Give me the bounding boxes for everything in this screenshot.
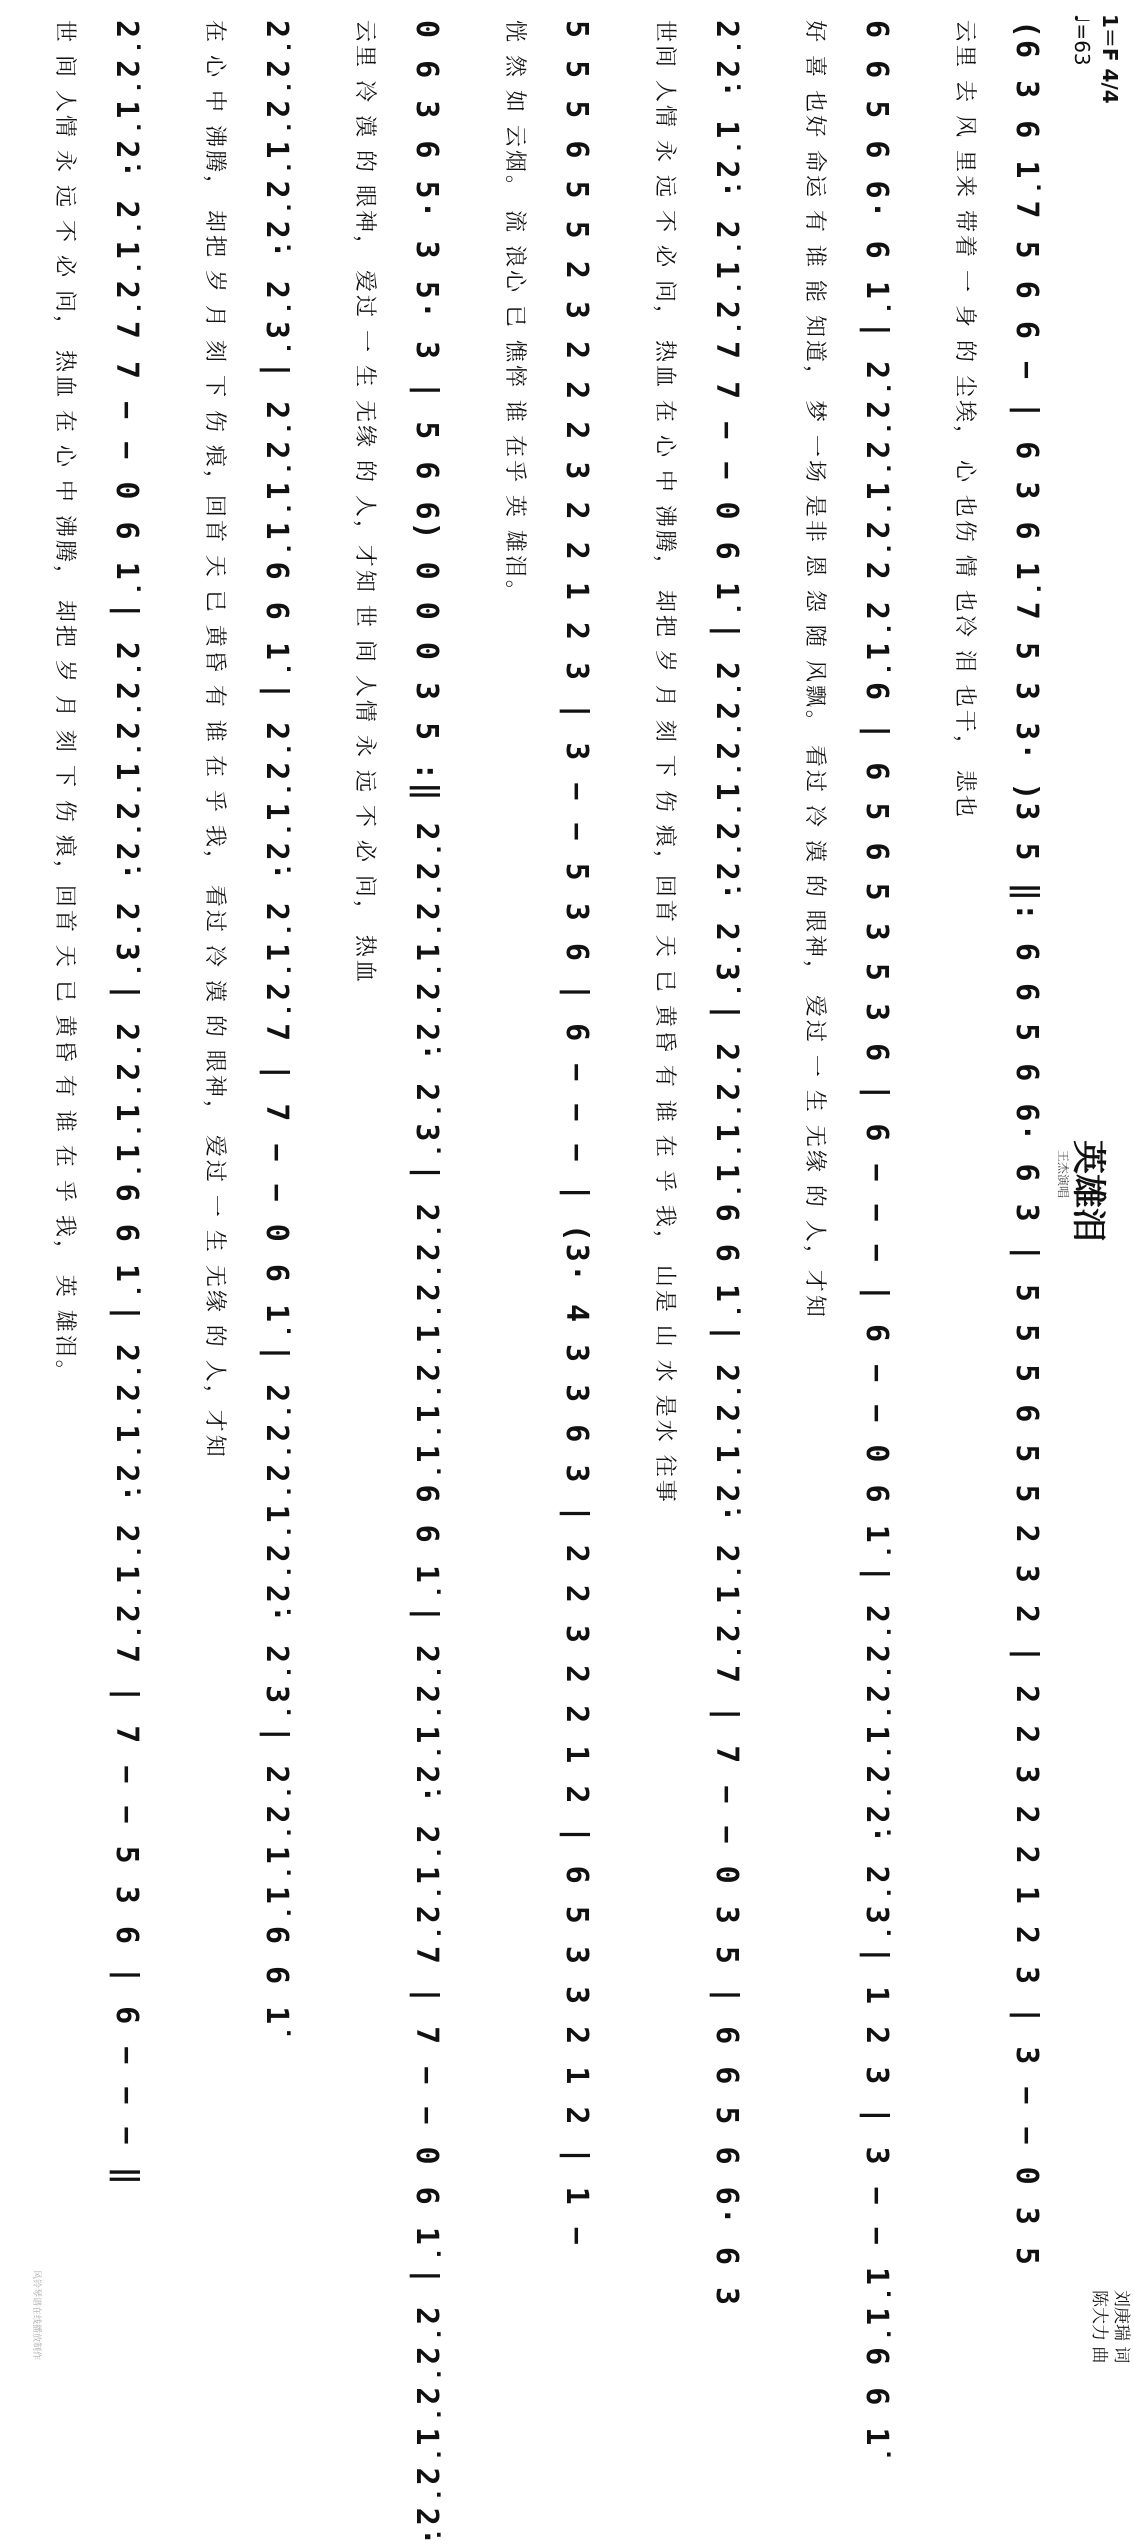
author-credits (1088, 2290, 1132, 2363)
numbered-notes: 5 5 5 6 5 5 2 3 2 2 2 3 2 2 1 2 3 | 3 − − 5 3 6 | 6 − − − | (3· 4 3 3 6 3 | 2 2 3 2 2 1 2 | 6 5 3 3 2 1 2 | 1 − (559, 20, 594, 2247)
lyrics-line: 在 心 中 沸腾， 却把 岁 月 刻 下 伤 痕，回首 天 已 黄昏 有 谁 在 乎 我， 看过 冷 漠 的 眼神， 爱过 一 生 无缘 的 人，才知 (202, 20, 227, 1460)
numbered-notes: 2̇ 2̇· 1̇ 2̇· 2̇ 1̇ 2̇ 7 7 − − 0 6 1̇ | 2̇ 2̇ 2̇ 1̇ 2̇ 2̇· 2̇ 3̇ | 2̇ 2̇ 1̇ 1̇ 6 6 1̇ | 2̇ 2̇ 1̇ 2̇· 2̇ 1̇ 2̇ 7 | 7 − − 0 3 5 | 6 6 5 6 6· 6 3 (709, 20, 744, 2308)
lyrics-line: 恍 然 如 云烟。 流 浪心 已 憔悴 谁 在乎 英 雄泪。 (502, 20, 527, 605)
lyrics-line: 好 喜 也好 命运 有 谁 能 知道， 梦 一场 是非 恩 怨 随 风飘。 看过 冷 漠 的 眼神， 爱过 一 生 无缘 的 人，才知 (802, 20, 827, 1320)
numbered-notes: 6 6 5 6 6· 6 1̇ | 2̇ 2̇ 2̇ 1̇ 2̇ 2 2̇ 1̇ 6 | 6 5 6 5 3 5 3 6 | 6 − − − | 6 − − 0 6 1̇ | 2̇ 2̇ 2̇ 1̇ 2̇ 2̇· 2̇ 3̇ | 1 2 3 | 3 − − 1̇ 1̇ 6 6 1̇ (859, 20, 894, 2448)
lyrics-line: 云里 冷 漠 的 眼神， 爱过 一 生 无缘 的 人，才知 世 间 人情 永 远 不 必 问， 热血 (352, 20, 377, 985)
numbered-notes: 0 6 3 6 5· 3 5· 3 | 5 6 6) 0 0 0 3 5 :‖ 2̇ 2̇ 2̇ 1̇ 2̇ 2̇· 2̇ 3̇ | 2̇ 2̇ 2̇ 1̇ 2̇ 1̇ 1̇ 6 6 1̇ | 2̇ 2̇ 1̇ 2̇· 2̇ 1̇ 2̇ 7 | 7 − − 0 6 1̇ | 2̇ 2̇ 2̇ 1̇ 2̇ 2̇· (409, 20, 444, 2548)
lyricist-credit: 刘庚瑞 词 (1111, 2290, 1131, 2364)
lyrics-line: 世 间 人情 永 远 不 必 问， 热血 在 心 中 沸腾， 却把 岁 月 刻 下 伤 痕，回首 天 已 黄昏 有 谁 在 乎 我， 英 雄泪。 (52, 20, 77, 1385)
composer-credit: 陈大力 曲 (1089, 2290, 1109, 2364)
key-signature: 1＝F 4/4 (1098, 14, 1122, 104)
watermark: 风铃琴谱在线播放制作 (31, 2270, 41, 2361)
numbered-notes: (6 3 6 1̇ 7 5 6 6 − | 6 3 6 1̇ 7 5 3 3· )3 5 ‖: 6 6 5 6 6· 6 3 | 5 5 5 6 5 5 2 3 2 | 2 2 3 2 2 1 2 3 | 3 − − 0 3 5 (1009, 20, 1044, 2267)
tempo-marking: ♩=63 (1070, 14, 1094, 66)
performer-credit: 王杰演唱 (1056, 1150, 1070, 1199)
song-title: 英雄泪 (1068, 1140, 1108, 1242)
numbered-notes: 2̇ 2̇ 2̇ 1̇ 2̇ 2̇· 2̇ 3̇ | 2̇ 2̇ 1̇ 1̇ 6 6 1̇ | 2̇ 2̇ 1̇ 2̇· 2̇ 1̇ 2̇ 7 | 7 − − 0 6 1̇ | 2̇ 2̇ 2̇ 1̇ 2̇ 2̇· 2̇ 3̇ | 2̇ 2̇ 1̇ 1̇ 6 6 1̇ (259, 20, 294, 2027)
numbered-notes: 2̇ 2̇ 1̇ 2̇· 2̇ 1̇ 2̇ 7 7 − − 0 6 1̇ | 2̇ 2̇ 2̇ 1̇ 2̇ 2̇· 2̇ 3̇ | 2̇ 2̇ 1̇ 1̇ 6 6 1̇ | 2̇ 2̇ 1̇ 2̇· 2̇ 1̇ 2̇ 7 | 7 − − 5 3 6 | 6 − − − ‖ (109, 20, 144, 2187)
lyrics-line: 世间 人情 永 远 不 必 问， 热血 在 心 中 沸腾， 却把 岁 月 刻 下 伤 痕，回首 天 已 黄昏 有 谁 在 乎 我， 山是 山 水 是水 往事 (652, 20, 677, 1505)
lyrics-line: 云里 去 风 里来 带着 一 身 的 尘埃， 心 也伤 情 也冷 泪 也干， 悲也 (952, 20, 977, 820)
